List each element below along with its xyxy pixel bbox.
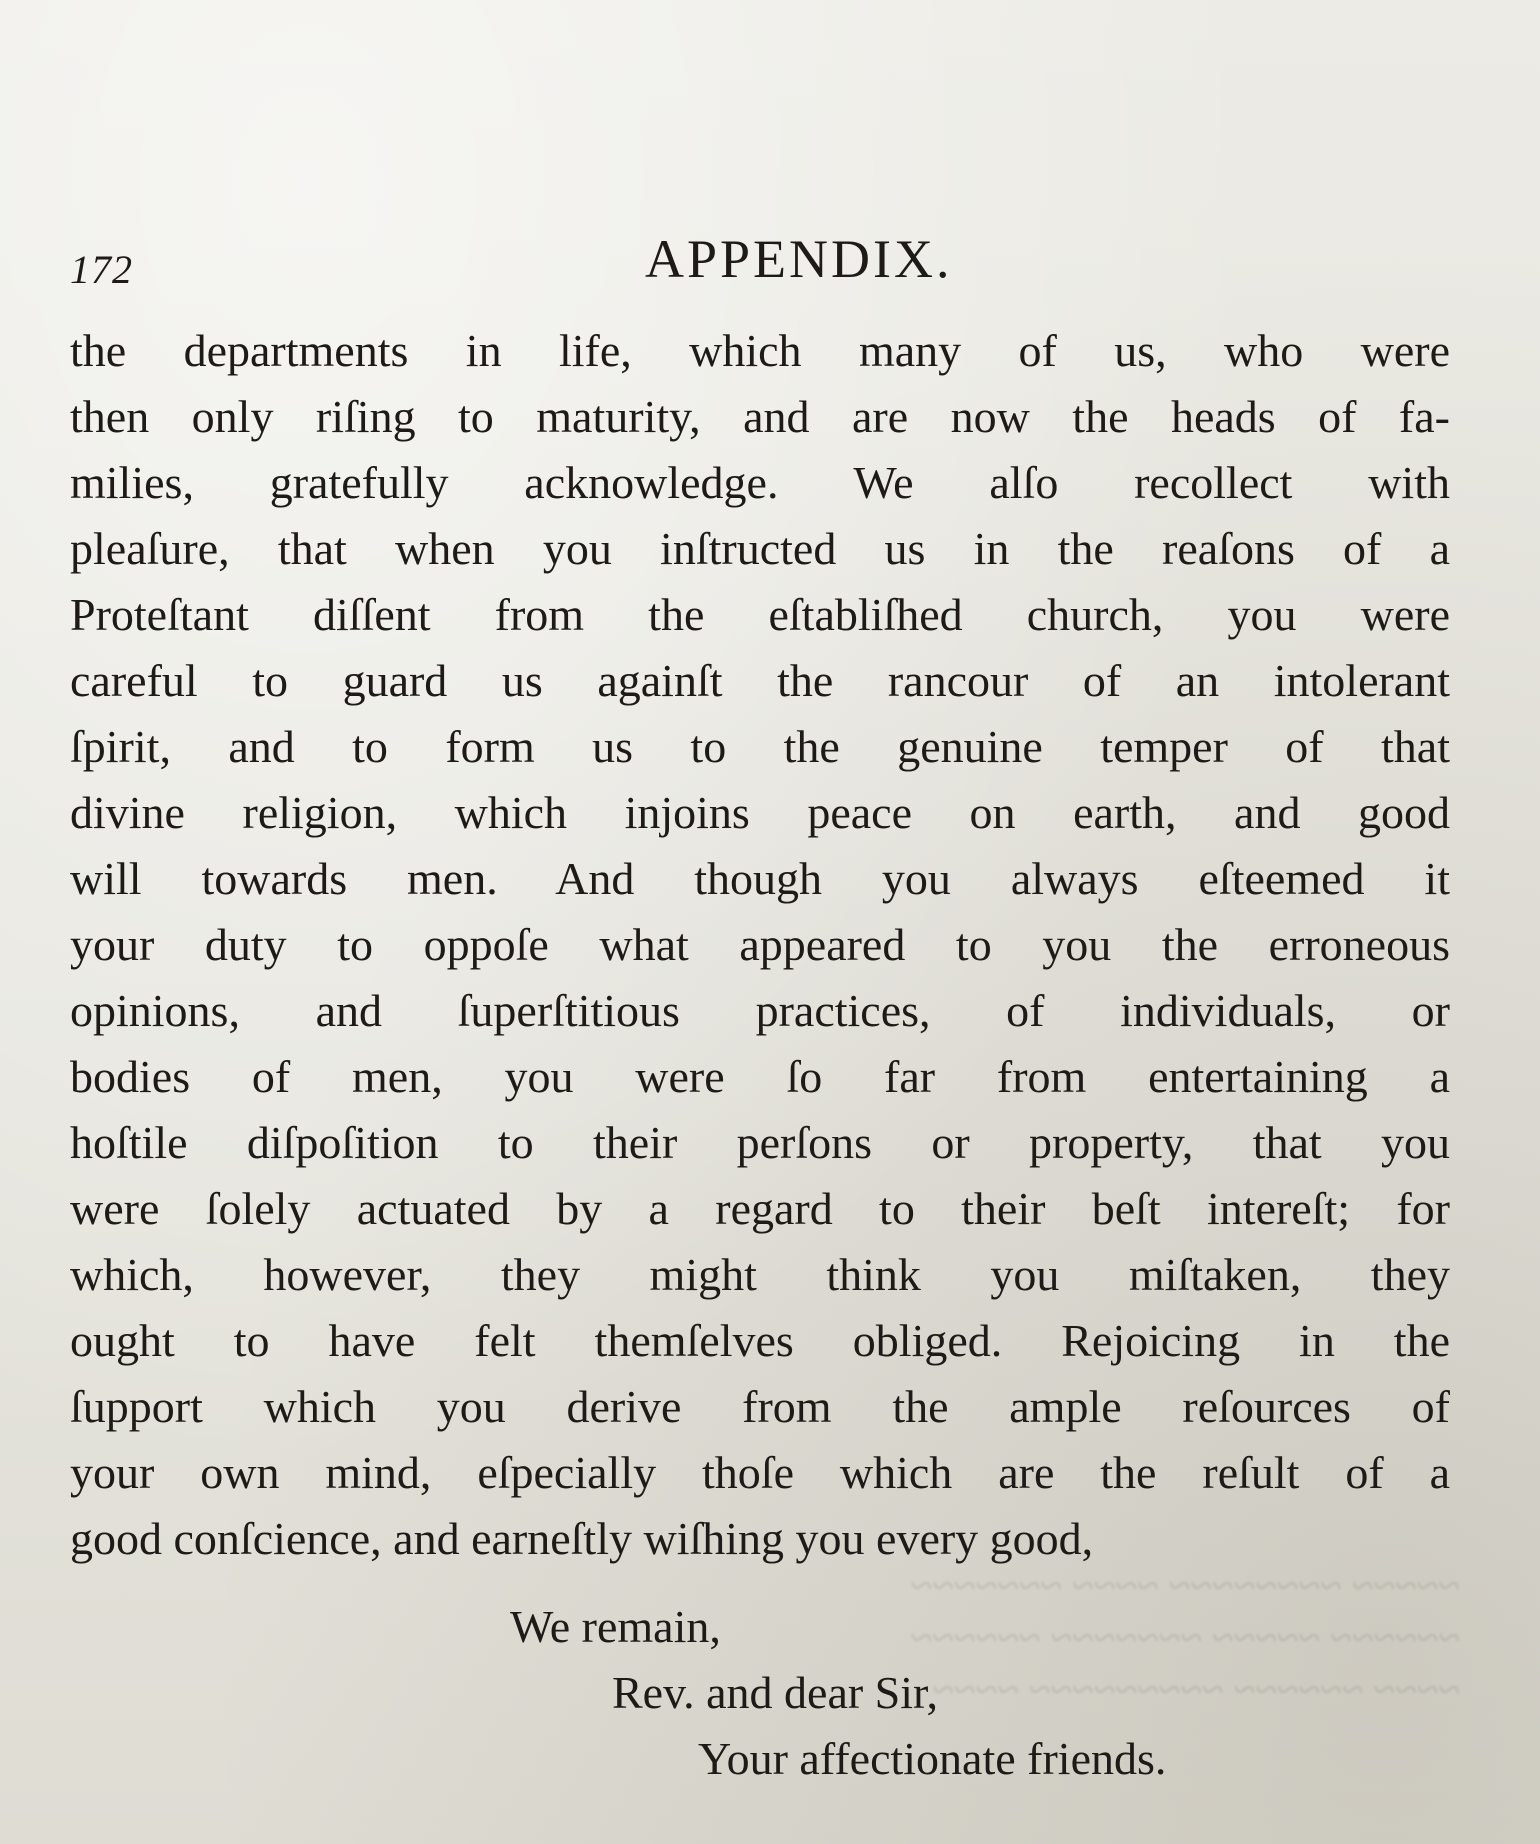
text-line: were ſolely actuated by a regard to their beſt intereſt; for [70,1183,1450,1234]
text-line: ſpirit, and to form us to the genuine temper of that [70,721,1450,772]
text-line: hoſtile diſpoſition to their perſons or property, that you [70,1117,1450,1168]
text-line: careful to guard us againſt the rancour of an intolerant [70,655,1450,706]
text-line: which, however, they might think you miſtaken, they [70,1249,1450,1300]
running-head: APPENDIX. [645,229,953,289]
page-header [70,228,1470,298]
text-line: then only riſing to maturity, and are now the heads of fa- [70,391,1450,442]
text-line: Proteſtant diſſent from the eſtabliſhed church, you were [70,589,1450,640]
text-line: good conſcience, and earneſtly wiſhing you every good, [70,1513,1094,1564]
text-line: ought to have felt themſelves obliged. Rejoicing in the [70,1315,1450,1366]
body-text [70,318,1450,1572]
text-line: ſupport which you derive from the ample reſources of [70,1381,1450,1432]
text-line: your duty to oppoſe what appeared to you the erroneous [70,919,1450,970]
closing-line: We remain, [510,1601,721,1652]
text-line: the departments in life, which many of us, who were [70,325,1450,376]
text-line: pleaſure, that when you inſtructed us in the reaſons of a [70,523,1450,574]
text-line: divine religion, which injoins peace on earth, and good [70,787,1450,838]
text-line: opinions, and ſuperſtitious practices, of individuals, or [70,985,1450,1036]
text-line: your own mind, eſpecially thoſe which are the reſult of a [70,1447,1450,1498]
show-through-text: ~~~~~ ~~~~~~~~ ~~~~ ~~~~~~~ ~~~~~~ ~~~~~ ~~~~~~~ ~~~~~~ ~~~~ ~~~~~~ ~~~~~~~~~ ~~~~ [910,1563,1460,1712]
text-line: milies, gratefully acknowledge. We alſo recollect with [70,457,1450,508]
text-line: bodies of men, you were ſo far from entertaining a [70,1051,1450,1102]
closing-signature: Your affectionate friends. [698,1733,1167,1784]
closing-salutation: Rev. and dear Sir, [612,1667,939,1718]
text-line: will towards men. And though you always eſteemed it [70,853,1450,904]
page-number: 172 [70,247,133,292]
